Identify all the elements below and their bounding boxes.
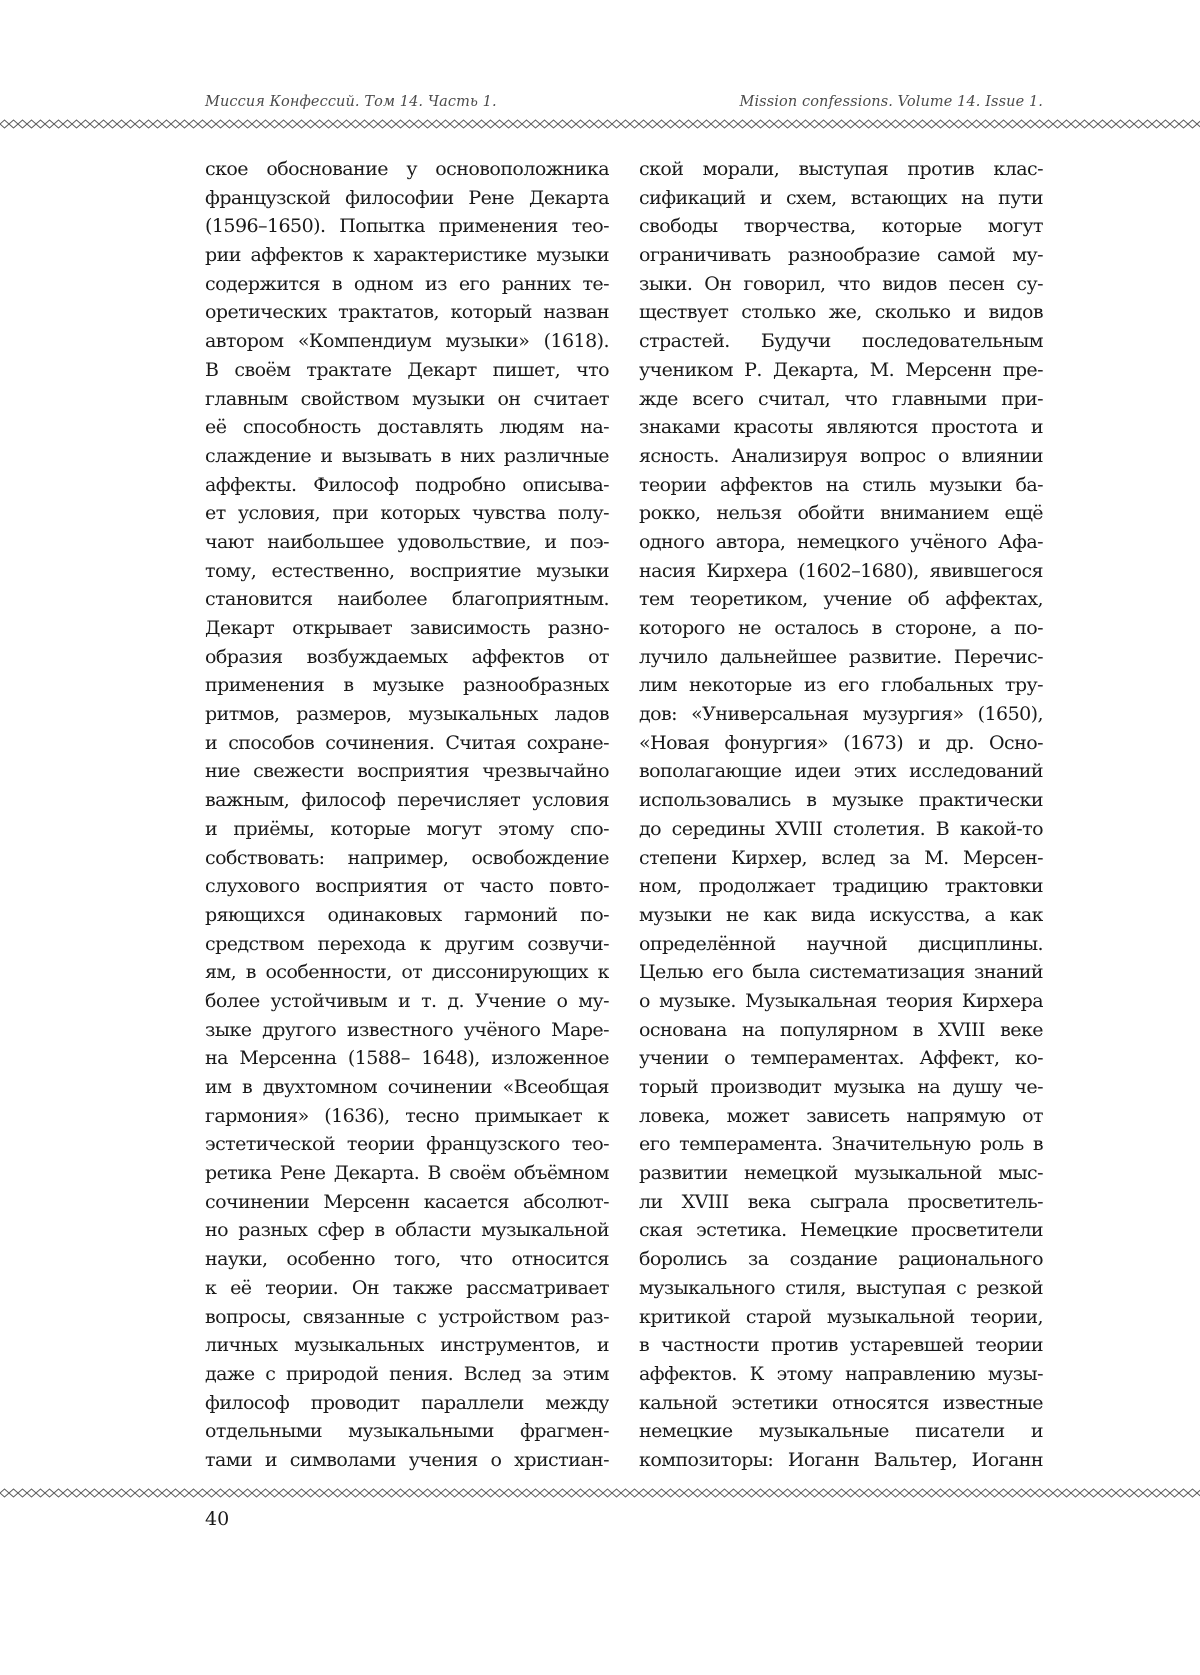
text-line: автором «Компендиум музыки» (1618).: [205, 330, 609, 353]
text-line: Декарт открывает зависимость разно-: [205, 617, 609, 639]
text-line: применения в музыке разнообразных: [205, 674, 609, 697]
text-line: критикой старой музыкальной теории,: [639, 1305, 1043, 1328]
text-line: музыки не как вида искусства, а как: [639, 903, 1043, 926]
text-line: ряющихся одинаковых гармоний по-: [205, 903, 609, 926]
text-line: развитии немецкой музыкальной мыс-: [639, 1162, 1043, 1185]
text-line: до середины XVIII столетия. В какой-то: [639, 817, 1043, 840]
text-line: и приёмы, которые могут этому спо-: [205, 817, 609, 840]
text-line: в частности против устаревшей теории: [639, 1334, 1043, 1357]
text-line: ограничивать разнообразие самой му-: [639, 244, 1043, 267]
text-line: знаками красоты являются простота и: [639, 416, 1043, 439]
text-line: Целью его была систематизация знаний: [639, 961, 1043, 984]
text-line: чают наибольшее удовольствие, и поэ-: [205, 530, 609, 553]
text-line: ясность. Анализируя вопрос о влиянии: [639, 444, 1043, 467]
text-line: философ проводит параллели между: [205, 1391, 609, 1414]
text-line: гармония» (1636), тесно примыкает к: [205, 1104, 609, 1127]
text-line: слухового восприятия от часто повто-: [205, 875, 609, 898]
text-line: к её теории. Он также рассматривает: [205, 1276, 609, 1299]
text-line: оретических трактатов, который назван: [205, 301, 609, 324]
text-line: аффектов. К этому направлению музы-: [639, 1362, 1043, 1385]
text-line: рии аффектов к характеристике музыки: [205, 244, 609, 267]
text-line: сочинении Мерсенн касается абсолют-: [205, 1190, 609, 1213]
bottom-ornament-rule: [0, 1488, 1200, 1498]
text-line: ское обоснование у основоположника: [205, 158, 609, 180]
text-line: лим некоторые из его глобальных тру-: [639, 674, 1043, 697]
page-number: 40: [205, 1508, 230, 1530]
text-line: немецкие музыкальные писатели и: [639, 1420, 1043, 1443]
text-line: слаждение и вызывать в них различные: [205, 444, 609, 467]
text-line: свободы творчества, которые могут: [639, 215, 1043, 238]
header-right-title: Mission confessions. Volume 14. Issue 1.: [739, 94, 1043, 110]
text-line: о музыке. Музыкальная теория Кирхера: [639, 989, 1043, 1012]
text-line: зыки. Он говорил, что видов песен су-: [639, 272, 1043, 295]
text-line: дов: «Универсальная музургия» (1650),: [639, 703, 1043, 726]
text-line: ритмов, размеров, музыкальных ладов: [205, 703, 609, 726]
text-line: тами и символами учения о христиан-: [205, 1448, 609, 1471]
text-line: содержится в одном из его ранних те-: [205, 272, 609, 295]
text-line: (1596–1650). Попытка применения тео-: [205, 215, 609, 238]
text-line: тому, естественно, восприятие музыки: [205, 559, 609, 582]
text-line: теории аффектов на стиль музыки ба-: [639, 473, 1043, 496]
text-line: одного автора, немецкого учёного Афа-: [639, 530, 1043, 553]
text-line: и способов сочинения. Считая сохране-: [205, 731, 609, 754]
text-line: отдельными музыкальными фрагмен-: [205, 1420, 609, 1443]
running-header: [205, 94, 1043, 110]
text-line: ям, в особенности, от диссонирующих к: [205, 961, 609, 984]
text-line: науки, особенно того, что относится: [205, 1248, 609, 1271]
text-line: ретика Рене Декарта. В своём объёмном: [205, 1162, 609, 1185]
left-text-column: [205, 155, 609, 1475]
text-line: страстей. Будучи последовательным: [639, 330, 1043, 353]
text-line: становится наиболее благоприятным.: [205, 588, 609, 611]
text-line: более устойчивым и т. д. Учение о му-: [205, 989, 609, 1012]
text-line: им в двухтомном сочинении «Всеобщая: [205, 1076, 609, 1098]
text-line: эстетической теории французского тео-: [205, 1133, 609, 1156]
text-line: степени Кирхер, вслед за М. Мерсен-: [639, 846, 1043, 869]
text-line: ет условия, при которых чувства полу-: [205, 502, 609, 525]
text-line: кальной эстетики относятся известные: [639, 1391, 1043, 1414]
text-line: французской философии Рене Декарта: [205, 186, 609, 209]
text-line: вополагающие идеи этих исследований: [639, 760, 1043, 783]
text-line: В своём трактате Декарт пишет, что: [205, 358, 609, 381]
text-line: но разных сфер в области музыкальной: [205, 1219, 609, 1242]
text-line: торый производит музыка на душу че-: [639, 1076, 1043, 1098]
text-line: ном, продолжает традицию трактовки: [639, 875, 1043, 898]
text-line: боролись за создание рационального: [639, 1248, 1043, 1271]
text-line: личных музыкальных инструментов, и: [205, 1334, 609, 1357]
text-line: на Мерсенна (1588– 1648), изложенное: [205, 1047, 609, 1070]
text-line: ловека, может зависеть напрямую от: [639, 1104, 1043, 1127]
text-line: которого не осталось в стороне, а по-: [639, 617, 1043, 639]
text-line: её способность доставлять людям на-: [205, 416, 609, 439]
header-left-title: Миссия Конфессий. Том 14. Часть 1.: [205, 94, 497, 110]
text-line: учеником Р. Декарта, М. Мерсенн пре-: [639, 358, 1043, 381]
text-line: его темперамента. Значительную роль в: [639, 1133, 1043, 1156]
text-line: образия возбуждаемых аффектов от: [205, 645, 609, 668]
text-line: музыкального стиля, выступая с резкой: [639, 1276, 1043, 1299]
text-line: лучило дальнейшее развитие. Перечис-: [639, 645, 1043, 668]
text-line: сификаций и схем, встающих на пути: [639, 186, 1043, 209]
text-line: средством перехода к другим созвучи-: [205, 932, 609, 955]
right-text-column: [639, 155, 1043, 1475]
text-line: ние свежести восприятия чрезвычайно: [205, 760, 609, 783]
text-line: использовались в музыке практически: [639, 789, 1043, 812]
text-line: даже с природой пения. Вслед за этим: [205, 1362, 609, 1385]
text-line: ской морали, выступая против клас-: [639, 158, 1043, 180]
text-line: рокко, нельзя обойти вниманием ещё: [639, 502, 1043, 525]
text-line: аффекты. Философ подробно описыва-: [205, 473, 609, 496]
text-line: собствовать: например, освобождение: [205, 846, 609, 869]
text-line: главным свойством музыки он считает: [205, 387, 609, 410]
text-line: основана на популярном в XVIII веке: [639, 1018, 1043, 1041]
text-line: зыке другого известного учёного Маре-: [205, 1018, 609, 1041]
text-line: ская эстетика. Немецкие просветители: [639, 1219, 1043, 1242]
text-line: насия Кирхера (1602–1680), явившегося: [639, 559, 1043, 582]
text-line: определённой научной дисциплины.: [639, 932, 1043, 955]
text-line: важным, философ перечисляет условия: [205, 789, 609, 812]
text-line: композиторы: Иоганн Вальтер, Иоганн: [639, 1448, 1043, 1471]
text-line: ществует столько же, сколько и видов: [639, 301, 1043, 324]
text-line: учении о темпераментах. Аффект, ко-: [639, 1047, 1043, 1070]
top-ornament-rule: [0, 119, 1200, 129]
text-line: жде всего считал, что главными при-: [639, 387, 1043, 410]
text-line: тем теоретиком, учение об аффектах,: [639, 588, 1043, 611]
text-line: вопросы, связанные с устройством раз-: [205, 1305, 609, 1328]
text-line: ли XVIII века сыграла просветитель-: [639, 1190, 1043, 1213]
text-line: «Новая фонургия» (1673) и др. Осно-: [639, 731, 1043, 754]
